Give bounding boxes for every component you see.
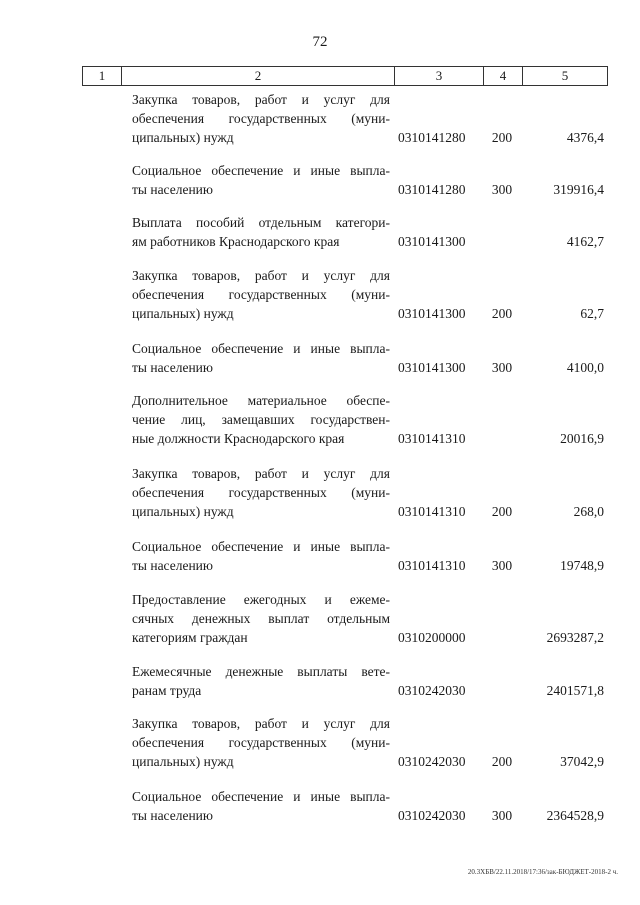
row-expense-type: 200 — [491, 504, 513, 519]
row-description-line: Социальное обеспечение и иные выпла- — [132, 539, 390, 554]
column-header-3: 3 — [435, 68, 443, 83]
row-description-line: Ежемесячные денежные выплаты вете- — [132, 664, 390, 679]
row-code: 0310141300 — [398, 234, 466, 249]
row-description-line: ям работников Краснодарского края — [132, 234, 340, 249]
row-description — [132, 213, 390, 251]
row-description-line: Закупка товаров, работ и услуг для — [132, 268, 390, 283]
row-description — [132, 391, 390, 448]
row-description — [132, 537, 390, 575]
row-amount: 20016,9 — [560, 431, 604, 446]
row-description-line: ные должности Краснодарского края — [132, 431, 345, 446]
row-expense-type: 300 — [491, 808, 513, 823]
row-description — [132, 339, 390, 377]
row-expense-type: 200 — [491, 754, 513, 769]
row-description-line: Предоставление ежегодных и ежеме- — [132, 592, 390, 607]
page-number: 72 — [312, 34, 328, 50]
row-amount: 19748,9 — [560, 558, 604, 573]
row-amount: 268,0 — [573, 504, 604, 519]
row-description-line: обеспечения государственных (муни- — [132, 111, 390, 126]
column-header-row — [82, 66, 608, 86]
row-code: 0310141310 — [398, 504, 466, 519]
row-description — [132, 161, 390, 199]
row-description-line: ты населению — [132, 360, 213, 375]
document-footer: 20.3ХБВ/22.11.2018/17:36/зак-БЮДЖЕТ-2018-2 ч. — [467, 868, 618, 876]
row-amount: 37042,9 — [560, 754, 604, 769]
column-header-1: 1 — [98, 68, 106, 83]
row-description-line: ципальных) нужд — [132, 306, 234, 321]
row-description-line: Закупка товаров, работ и услуг для — [132, 716, 390, 731]
row-description-line: Дополнительное материальное обеспе- — [132, 393, 390, 408]
row-amount: 2401571,8 — [546, 683, 604, 698]
row-description-line: Социальное обеспечение и иные выпла- — [132, 789, 390, 804]
row-code: 0310242030 — [398, 683, 466, 698]
row-description-line: обеспечения государственных (муни- — [132, 485, 390, 500]
row-expense-type: 300 — [491, 558, 513, 573]
row-description — [132, 662, 390, 700]
row-code: 0310141280 — [398, 130, 466, 145]
row-amount: 4100,0 — [566, 360, 604, 375]
row-description — [132, 464, 390, 521]
row-description-line: Социальное обеспечение и иные выпла- — [132, 163, 390, 178]
column-header-4: 4 — [499, 68, 507, 83]
row-description-line: ципальных) нужд — [132, 130, 234, 145]
row-expense-type: 300 — [491, 182, 513, 197]
row-description — [132, 714, 390, 771]
row-code: 0310242030 — [398, 754, 466, 769]
row-expense-type: 200 — [491, 130, 513, 145]
row-description-line: ты населению — [132, 808, 213, 823]
row-code: 0310242030 — [398, 808, 466, 823]
row-description-line: Закупка товаров, работ и услуг для — [132, 92, 390, 107]
row-code: 0310200000 — [398, 630, 466, 645]
column-header-5: 5 — [561, 68, 569, 83]
row-amount: 2364528,9 — [546, 808, 604, 823]
row-code: 0310141310 — [398, 558, 466, 573]
row-code: 0310141310 — [398, 431, 466, 446]
row-amount: 62,7 — [580, 306, 604, 321]
row-description-line: категориям граждан — [132, 630, 248, 645]
row-description-line: обеспечения государственных (муни- — [132, 287, 390, 302]
row-description-line: ты населению — [132, 182, 213, 197]
row-expense-type: 200 — [491, 306, 513, 321]
row-expense-type: 300 — [491, 360, 513, 375]
row-amount: 4162,7 — [566, 234, 604, 249]
row-description — [132, 590, 390, 647]
row-code: 0310141280 — [398, 182, 466, 197]
row-amount: 319916,4 — [553, 182, 604, 197]
row-description-line: сячных денежных выплат отдельным — [132, 611, 390, 626]
row-description — [132, 90, 390, 147]
row-code: 0310141300 — [398, 360, 466, 375]
row-description-line: ципальных) нужд — [132, 504, 234, 519]
column-header-2: 2 — [254, 68, 262, 83]
row-description-line: ранам труда — [132, 683, 202, 698]
row-description-line: чение лиц, замещавших государствен- — [132, 412, 390, 427]
row-amount: 4376,4 — [566, 130, 604, 145]
row-description-line: ципальных) нужд — [132, 754, 234, 769]
row-description-line: Выплата пособий отдельным категори- — [132, 215, 390, 230]
row-description — [132, 266, 390, 323]
row-description — [132, 787, 390, 825]
row-code: 0310141300 — [398, 306, 466, 321]
row-amount: 2693287,2 — [546, 630, 604, 645]
row-description-line: обеспечения государственных (муни- — [132, 735, 390, 750]
row-description-line: Социальное обеспечение и иные выпла- — [132, 341, 390, 356]
row-description-line: ты населению — [132, 558, 213, 573]
row-description-line: Закупка товаров, работ и услуг для — [132, 466, 390, 481]
